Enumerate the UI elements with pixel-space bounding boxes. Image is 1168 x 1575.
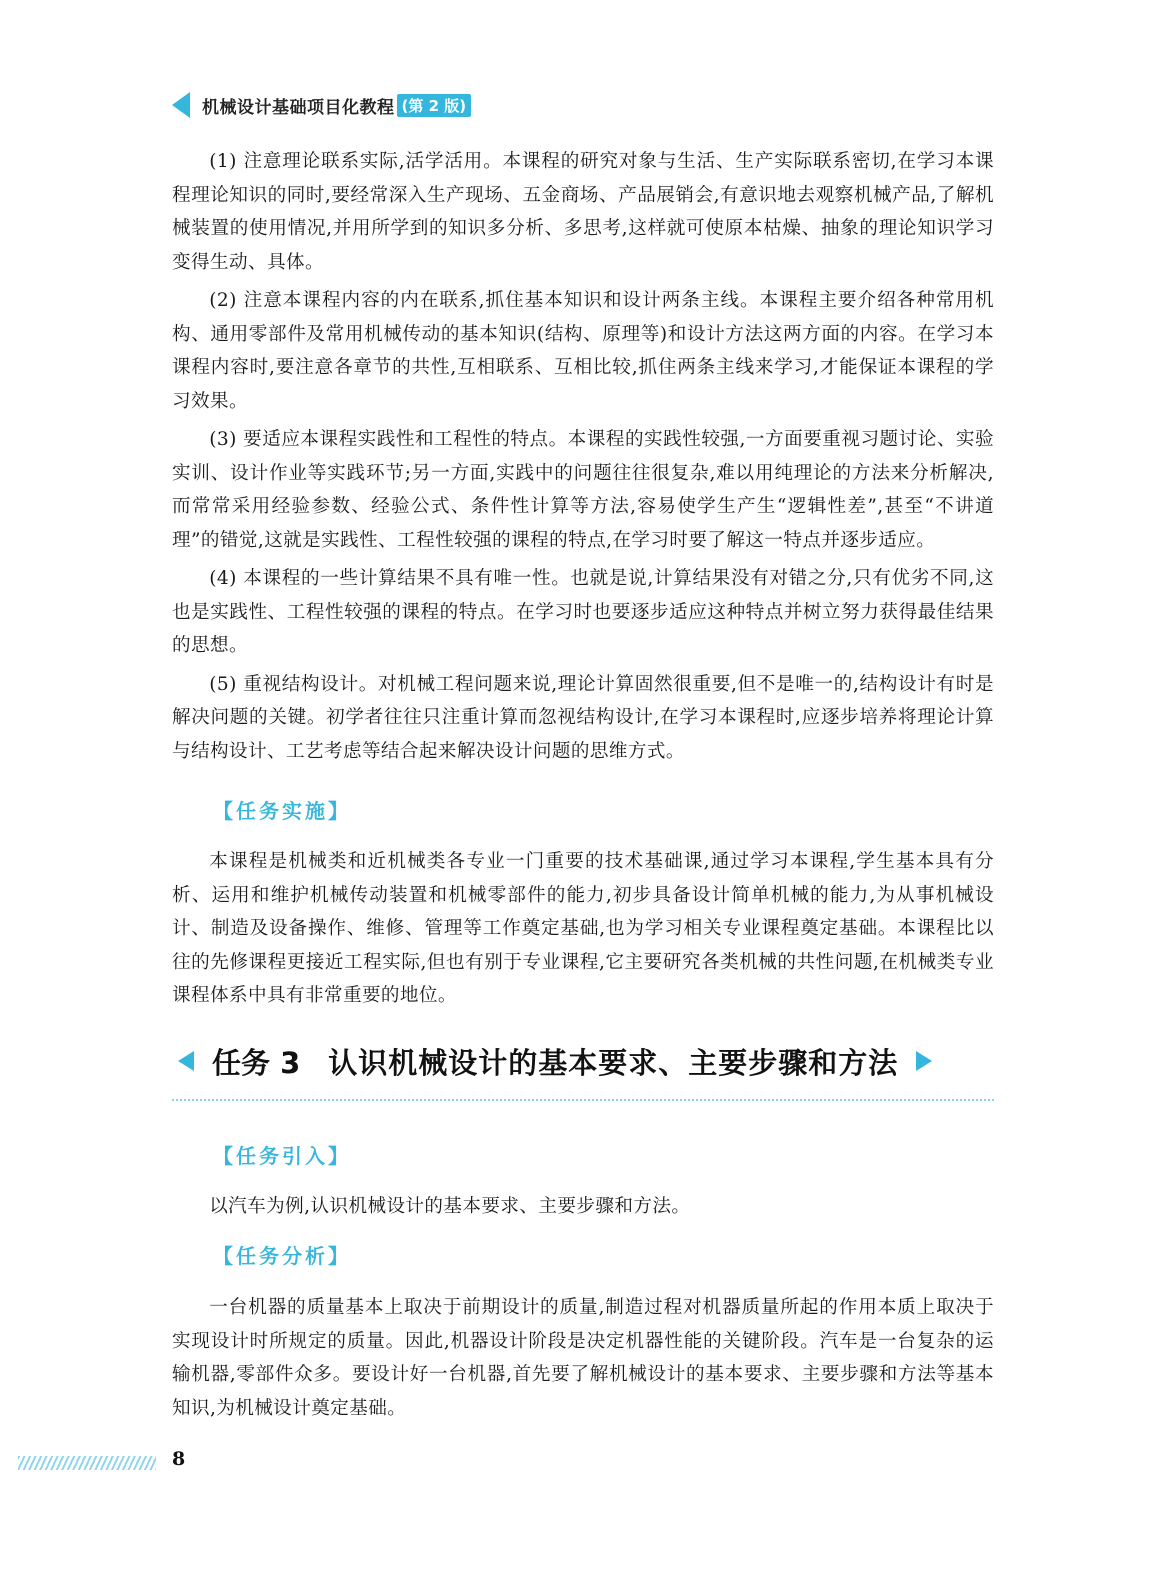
task-implementation-section: [172, 845, 994, 1013]
paragraph: (1) 注意理论联系实际,活学活用。本课程的研究对象与生活、生产实际联系密切,在学习本课程理论知识的同时,要经常深入生产现场、五金商场、产品展销会,有意识地去观察机械产品,了解机械装置的使用情况,并用所学到的知识多分析、多思考,这样就可使原本枯燥、抽象的理论知识学习变得生动、具体。: [172, 151, 994, 273]
edition-badge: (第 2 版): [397, 94, 472, 117]
task-introduction-section: [172, 1190, 994, 1224]
study-tips-section: [172, 145, 994, 768]
paragraph: (5) 重视结构设计。对机械工程问题来说,理论计算固然很重要,但不是唯一的,结构设计有时是解决问题的关键。初学者往往只注重计算而忽视结构设计,在学习本课程时,应逐步培养将理论计算与结构设计、工艺考虑等结合起来解决设计问题的思维方式。: [172, 673, 994, 762]
triangle-right-icon: [916, 1051, 932, 1071]
task-introduction-heading: 【任务引入】: [213, 1144, 351, 1168]
triangle-left-icon: [172, 92, 190, 118]
book-title: 机械设计基础项目化教程: [202, 97, 395, 118]
triangle-left-icon: [178, 1051, 194, 1071]
task-analysis-section: [172, 1291, 994, 1425]
running-header: [172, 90, 471, 120]
task-analysis-heading: 【任务分析】: [213, 1244, 351, 1268]
paragraph: 以汽车为例,认识机械设计的基本要求、主要步骤和方法。: [209, 1196, 691, 1217]
footer-stripe-decoration: [18, 1456, 156, 1470]
paragraph: (4) 本课程的一些计算结果不具有唯一性。也就是说,计算结果没有对错之分,只有优劣不同,这也是实践性、工程性较强的课程的特点。在学习时也要逐步适应这种特点并树立努力获得最佳结果的思想。: [172, 568, 994, 656]
task-number: 任务 3: [212, 1045, 301, 1080]
paragraph: 本课程是机械类和近机械类各专业一门重要的技术基础课,通过学习本课程,学生基本具有分析、运用和维护机械传动装置和机械零部件的能力,初步具备设计简单机械的能力,为从事机械设计、制造及设备操作、维修、管理等工作奠定基础,也为学习相关专业课程奠定基础。本课程比以往的先修课程更接近工程实际,但也有别于专业课程,它主要研究各类机械的共性问题,在机械类专业课程体系中具有非常重要的地位。: [172, 851, 994, 1006]
paragraph: 一台机器的质量基本上取决于前期设计的质量,制造过程对机器质量所起的作用本质上取决于实现设计时所规定的质量。因此,机器设计阶段是决定机器性能的关键阶段。汽车是一台复杂的运输机器,零部件众多。要设计好一台机器,首先要了解机械设计的基本要求、主要步骤和方法等基本知识,为机械设计奠定基础。: [172, 1297, 994, 1419]
task-heading: [172, 1039, 994, 1083]
task-title: 认识机械设计的基本要求、主要步骤和方法: [328, 1045, 899, 1080]
dotted-divider: [172, 1099, 994, 1101]
page-number: 8: [172, 1448, 186, 1470]
task-implementation-heading: 【任务实施】: [213, 799, 351, 823]
paragraph: (2) 注意本课程内容的内在联系,抓住基本知识和设计两条主线。本课程主要介绍各种常用机构、通用零部件及常用机械传动的基本知识(结构、原理等)和设计方法这两方面的内容。在学习本课程内容时,要注意各章节的共性,互相联系、互相比较,抓住两条主线来学习,才能保证本课程的学习效果。: [172, 290, 994, 412]
paragraph: (3) 要适应本课程实践性和工程性的特点。本课程的实践性较强,一方面要重视习题讨论、实验实训、设计作业等实践环节;另一方面,实践中的问题往往很复杂,难以用纯理论的方法来分析解决,而常常采用经验参数、经验公式、条件性计算等方法,容易使学生产生“逻辑性差”,甚至“不讲道理”的错觉,这就是实践性、工程性较强的课程的特点,在学习时要了解这一特点并逐步适应。: [172, 429, 994, 551]
